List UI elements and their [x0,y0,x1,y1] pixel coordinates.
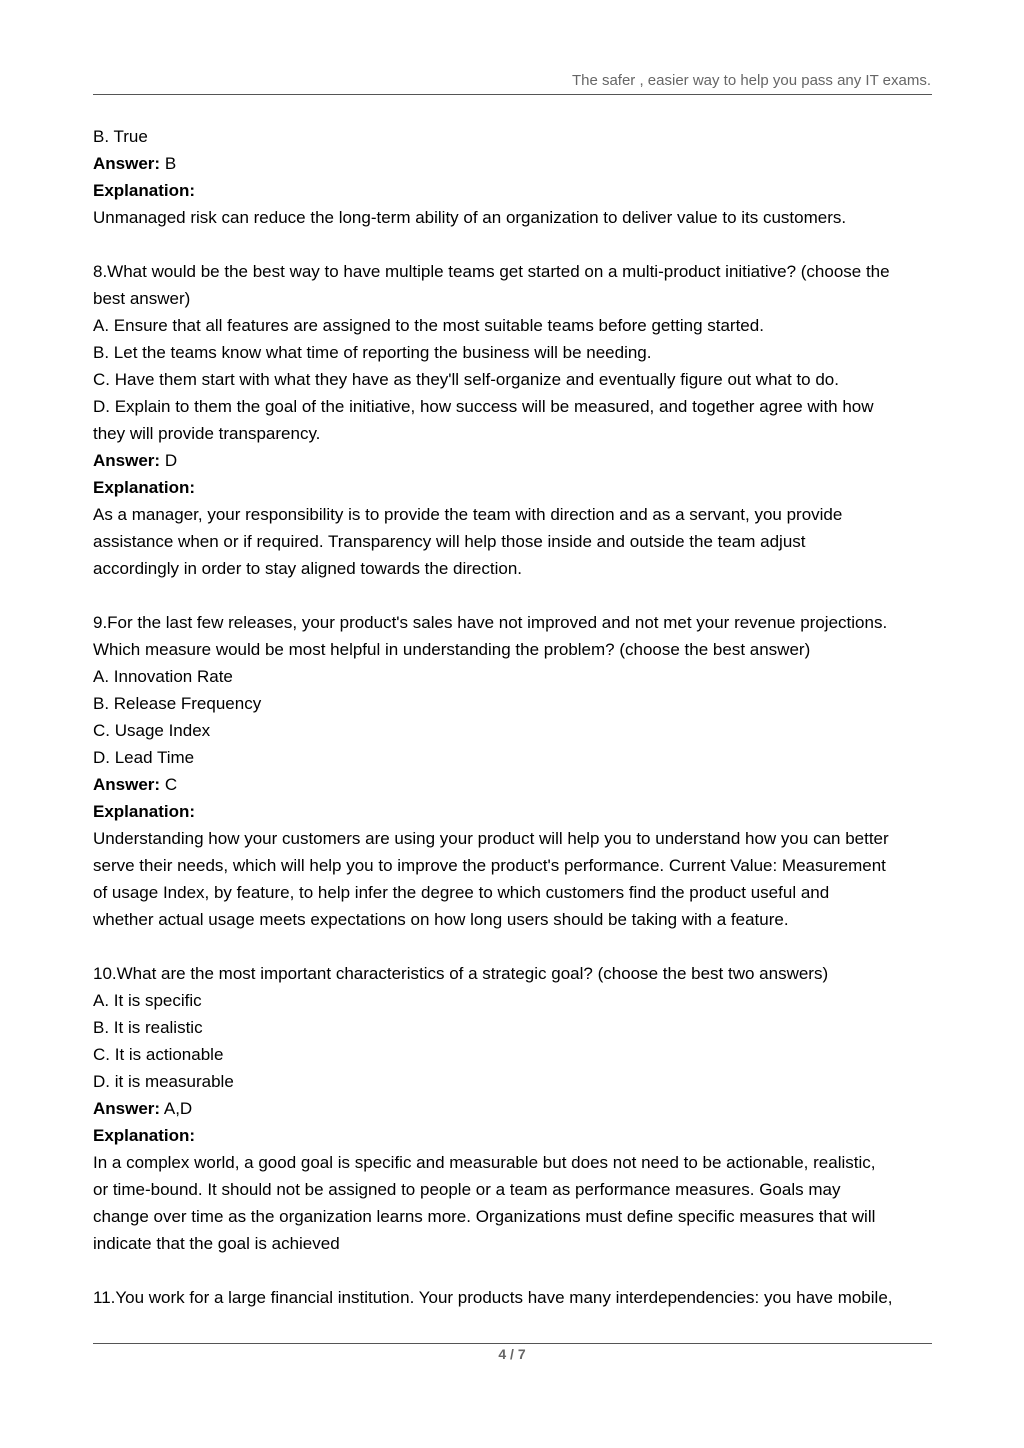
q8-explanation-label: Explanation: [93,478,196,497]
q8-question-line1: 8.What would be the best way to have multiple teams get started on a multi-product initiative? (choose the [93,262,890,281]
q9-question-line2: Which measure would be most helpful in understanding the problem? (choose the best answer) [93,640,811,659]
spacer [93,231,938,258]
q9-explanation-line3: of usage Index, by feature, to help infer the degree to which customers find the product useful and [93,883,830,902]
q8-explanation-line1: As a manager, your responsibility is to provide the team with direction and as a servant, you provide [93,505,843,524]
q9-question-line1: 9.For the last few releases, your product's sales have not improved and not met your revenue projections. [93,613,888,632]
q8-answer-row [93,447,938,474]
q10-answer-value: A,D [163,1099,193,1118]
q10-explanation-label: Explanation: [93,1126,196,1145]
q9-explanation-label: Explanation: [93,802,196,821]
q9-explanation-line4: whether actual usage meets expectations on how long users should be taking with a feature. [93,910,789,929]
q9-answer-value: C [164,775,178,794]
q8-question-line2: best answer) [93,289,191,308]
page-content [93,123,938,1311]
q10-explanation-line4: indicate that the goal is achieved [93,1234,340,1253]
q8-option-d-line1: D. Explain to them the goal of the initiative, how success will be measured, and together agree with how [93,397,874,416]
q11-question-line1: 11.You work for a large financial institution. Your products have many interdependencies: you have mobile, [93,1288,893,1307]
page-number: 4 / 7 [498,1346,526,1362]
answer-label: Answer: [93,1099,161,1118]
q10-explanation-line2: or time-bound. It should not be assigned to people or a team as performance measures. Goals may [93,1180,841,1199]
q8-explanation-line3: accordingly in order to stay aligned towards the direction. [93,559,523,578]
q10-option-c: C. It is actionable [93,1045,224,1064]
spacer [93,933,938,960]
q8-option-d-line2: they will provide transparency. [93,424,321,443]
q8-answer-value: D [164,451,178,470]
q7-answer-value: B [164,154,177,173]
q9-option-b: B. Release Frequency [93,694,262,713]
q8-option-b: B. Let the teams know what time of reporting the business will be needing. [93,343,652,362]
answer-label: Answer: [93,775,161,794]
q8-explanation-line2: assistance when or if required. Transparency will help those inside and outside the team adjust [93,532,806,551]
q7-explanation: Unmanaged risk can reduce the long-term ability of an organization to deliver value to its customers. [93,208,847,227]
spacer [93,1257,938,1284]
q9-option-a: A. Innovation Rate [93,667,233,686]
answer-label: Answer: [93,154,161,173]
q9-explanation-line2: serve their needs, which will help you to improve the product's performance. Current Value: Measurement [93,856,886,875]
q10-option-d: D. it is measurable [93,1072,234,1091]
header-tagline: The safer , easier way to help you pass any IT exams. [571,72,931,89]
q10-answer-row [93,1095,938,1122]
q7-option-b: B. True [93,127,148,146]
header-divider [93,94,932,95]
q10-option-b: B. It is realistic [93,1018,203,1037]
q10-explanation-line1: In a complex world, a good goal is specific and measurable but does not need to be actionable, realistic, [93,1153,876,1172]
q10-question: 10.What are the most important characteristics of a strategic goal? (choose the best two answers) [93,964,829,983]
footer-divider [93,1343,932,1344]
q7-answer-row [93,150,938,177]
q9-answer-row [93,771,938,798]
spacer [93,582,938,609]
answer-label: Answer: [93,451,161,470]
q9-option-d: D. Lead Time [93,748,195,767]
q10-option-a: A. It is specific [93,991,202,1010]
q7-explanation-label: Explanation: [93,181,196,200]
q8-option-c: C. Have them start with what they have as they'll self-organize and eventually figure out what to do. [93,370,839,389]
q9-explanation-line1: Understanding how your customers are using your product will help you to understand how you can better [93,829,889,848]
q10-explanation-line3: change over time as the organization learns more. Organizations must define specific measures that will [93,1207,876,1226]
q8-option-a: A. Ensure that all features are assigned to the most suitable teams before getting started. [93,316,764,335]
q9-option-c: C. Usage Index [93,721,211,740]
